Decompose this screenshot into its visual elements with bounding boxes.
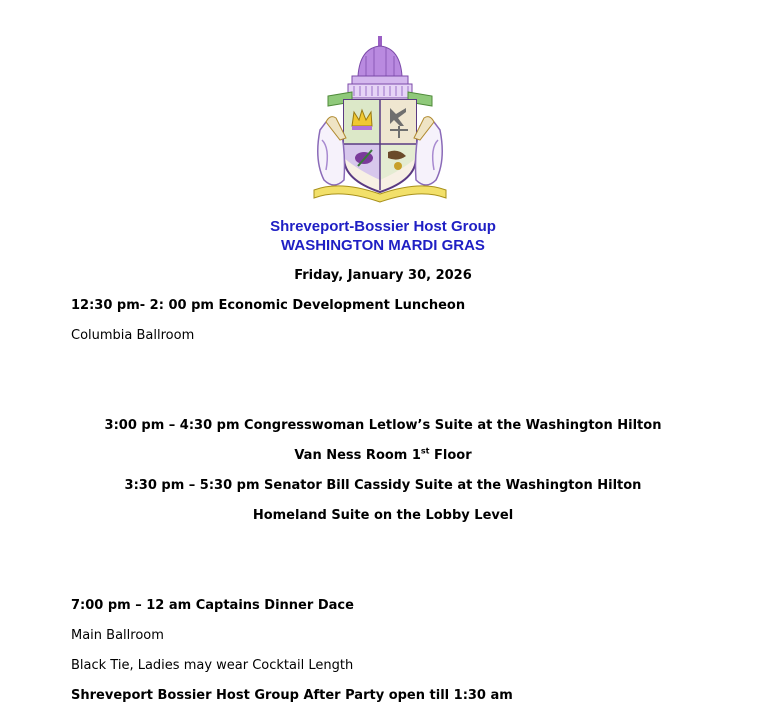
cassidy-suite-title: 3:30 pm – 5:30 pm Senator Bill Cassidy Suite at the Washington Hilton (124, 478, 642, 493)
luncheon-title: 12:30 pm- 2: 00 pm Economic Development Luncheon (71, 298, 466, 313)
org-name: Shreveport-Bossier Host Group (270, 218, 496, 235)
letlow-location-sup: st (420, 446, 430, 456)
dress-code: Black Tie, Ladies may wear Cocktail Length (71, 658, 354, 673)
event-date: Friday, January 30, 2026 (294, 268, 472, 283)
letlow-suite-location (0, 448, 766, 463)
event-name: WASHINGTON MARDI GRAS (281, 237, 485, 254)
cassidy-suite-location: Homeland Suite on the Lobby Level (252, 508, 514, 523)
dinner-location: Main Ballroom (71, 628, 164, 643)
mardi-gras-crest-icon (300, 30, 460, 205)
letlow-location-prefix: Van Ness Room 1 (294, 448, 421, 463)
luncheon-location: Columbia Ballroom (71, 328, 195, 343)
letlow-suite-title: 3:00 pm – 4:30 pm Congresswoman Letlow’s Suite at the Washington Hilton (104, 418, 662, 433)
letlow-location-suffix: Floor (429, 448, 472, 463)
after-party: Shreveport Bossier Host Group After Party open till 1:30 am (71, 688, 513, 703)
dinner-title: 7:00 pm – 12 am Captains Dinner Dace (71, 598, 354, 613)
